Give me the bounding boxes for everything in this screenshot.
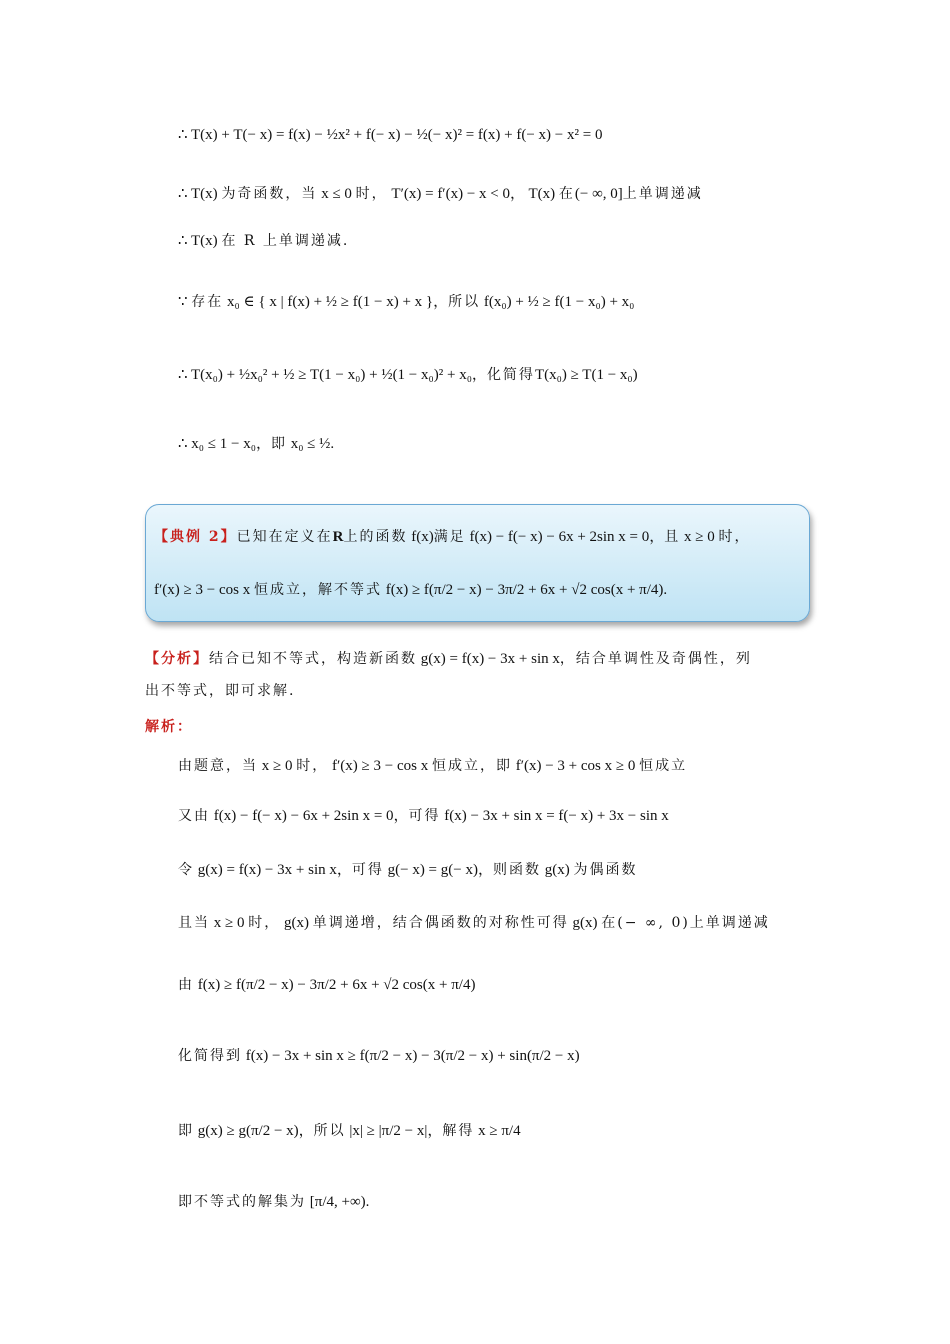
chinese-text: 且 [664, 529, 681, 545]
math-text: |x| ≥ |π/2 − x|， [345, 1123, 443, 1139]
math-text: ∴ T(x) [178, 186, 222, 202]
chinese-text: 时， [355, 186, 388, 202]
math-text: (− ∞, 0] [574, 186, 623, 202]
chinese-text: 且当 [178, 915, 210, 931]
derivation-line-5 [178, 365, 638, 385]
math-text: T(x₀) ≥ T(1 − x₀) [534, 367, 638, 383]
math-text: g(x) [540, 862, 574, 878]
chinese-text: 结合已知不等式，构造新函数 [209, 651, 417, 667]
chinese-text: 化简得 [486, 367, 535, 383]
math-text: g(− x) = g(− x)， [383, 862, 493, 878]
chinese-text: 由题意，当 [178, 758, 258, 774]
chinese-text: 由 [178, 977, 194, 993]
chinese-text: 即 [270, 436, 287, 452]
math-text: ∴ x₀ ≤ 1 − x₀， [178, 436, 271, 452]
math-text: f(x) ≥ f(π/2 − x) − 3π/2 + 6x + √2 cos(x + π/4) [194, 977, 476, 993]
math-text: f′(x) ≥ 3 − cos x [154, 582, 254, 598]
derivation-line-1 [178, 125, 602, 145]
example-tag: 【典例 2】 [154, 529, 237, 545]
chinese-text: 在 [558, 186, 575, 202]
math-text: f(x) [407, 529, 434, 545]
chinese-text: 存在 [191, 294, 224, 310]
math-text: f(x) − f(− x) − 6x + 2sin x = 0， [465, 529, 665, 545]
math-text: g(x) [280, 915, 313, 931]
math-text: f(x) − 3x + sin x ≥ f(π/2 − x) − 3(π/2 − x) + sin(π/2 − x) [242, 1048, 580, 1064]
chinese-text: 恒成立，解不等式 [253, 582, 382, 598]
chinese-text: 上单调递减 [622, 186, 703, 202]
solution-line-6 [178, 1046, 580, 1066]
solution-label: 解析： [145, 719, 193, 735]
math-text: f(x) − f(− x) − 6x + 2sin x = 0， [210, 808, 409, 824]
chinese-text: 可得 [408, 808, 441, 824]
derivation-line-6 [178, 434, 334, 454]
derivation-line-3 [178, 231, 349, 251]
analysis-tag: 【分析】 [145, 651, 209, 667]
math-text: f(x) − 3x + sin x = f(− x) + 3x − sin x [440, 808, 669, 824]
math-text: g(x) [568, 915, 602, 931]
solution-line-8 [178, 1192, 369, 1212]
solution-line-7 [178, 1121, 521, 1141]
solution-line-2 [178, 806, 669, 826]
math-text: ∴ T(x₀) + ½x₀² + ½ ≥ T(1 − x₀) + ½(1 − x₀)² + x₀， [178, 367, 487, 383]
math-text: f(x) ≥ f(π/2 − x) − 3π/2 + 6x + √2 cos(x + π/4). [381, 582, 668, 598]
example-row-2 [154, 579, 667, 599]
math-text: x ≥ 0 [258, 758, 297, 774]
chinese-text: ，结合单调性及奇偶性，列 [559, 651, 752, 667]
derivation-line-2 [178, 184, 703, 204]
math-text: ∵ [178, 294, 192, 310]
chinese-text: 上的函数 [343, 529, 408, 545]
chinese-text: 出不等式，即可求解. [145, 683, 296, 699]
chinese-text: 则函数 [492, 862, 541, 878]
chinese-text: 在(− ∞, 0)上单调递减 [601, 915, 770, 931]
chinese-text: 单调递增，结合偶函数的对称性可得 [312, 915, 569, 931]
math-text: f(x₀) + ½ ≥ f(1 − x₀) + x₀ [480, 294, 635, 310]
chinese-text: 为奇函数，当 [221, 186, 318, 202]
chinese-text: 又由 [178, 808, 210, 824]
chinese-text: 令 [178, 862, 194, 878]
chinese-text: 在 R 上单调递减. [221, 233, 350, 249]
chinese-text: 时， [718, 529, 751, 545]
math-text: g(x) = f(x) − 3x + sin x， [194, 862, 352, 878]
example-callout [145, 504, 810, 622]
math-text: x₀ ≤ ½. [286, 436, 335, 452]
chinese-text: 为偶函数 [573, 862, 638, 878]
chinese-text: 恒成立 [639, 758, 688, 774]
math-text: R [332, 529, 344, 545]
chinese-text: 解得 [442, 1123, 475, 1139]
chinese-text: 化简得到 [178, 1048, 242, 1064]
analysis-line-2 [145, 680, 295, 700]
math-text: ∴ T(x) [178, 233, 222, 249]
math-text: x₀ ∈ { x | f(x) + ½ ≥ f(1 − x) + x }， [223, 294, 449, 310]
chinese-text: 即不等式的解集为 [178, 1194, 306, 1210]
math-text: T′(x) = f′(x) − x < 0， T(x) [387, 186, 559, 202]
chinese-text: 所以 [313, 1123, 346, 1139]
math-text: g(x) ≥ g(π/2 − x)， [194, 1123, 314, 1139]
solution-line-3 [178, 860, 637, 880]
chinese-text: 时， [248, 915, 281, 931]
analysis-line-1 [145, 648, 752, 668]
math-text: g(x) = f(x) − 3x + sin x [417, 651, 560, 667]
math-text: f′(x) ≥ 3 − cos x [328, 758, 432, 774]
derivation-line-4 [178, 292, 634, 312]
math-text: [π/4, +∞). [306, 1194, 370, 1210]
solution-line-1 [178, 756, 687, 776]
math-text: x ≥ 0 [210, 915, 249, 931]
solution-line-4 [178, 913, 770, 933]
math-text: x ≥ 0 [680, 529, 719, 545]
solution-line-5 [178, 975, 475, 995]
example-row-1 [154, 525, 750, 546]
math-text: x ≤ 0 [317, 186, 356, 202]
chinese-text: 恒成立，即 [431, 758, 512, 774]
chinese-text: 所以 [448, 294, 481, 310]
math-text: x ≥ π/4 [474, 1123, 521, 1139]
chinese-text: 可得 [351, 862, 384, 878]
chinese-text: 已知在定义在 [236, 529, 333, 545]
chinese-text: 即 [178, 1123, 194, 1139]
math-text: ∴ T(x) + T(− x) = f(x) − ½x² + f(− x) − ½(− x)² = f(x) + f(− x) − x² = 0 [178, 127, 603, 143]
chinese-text: 时， [296, 758, 329, 774]
math-text: f′(x) − 3 + cos x ≥ 0 [511, 758, 640, 774]
chinese-text: 满足 [433, 529, 466, 545]
